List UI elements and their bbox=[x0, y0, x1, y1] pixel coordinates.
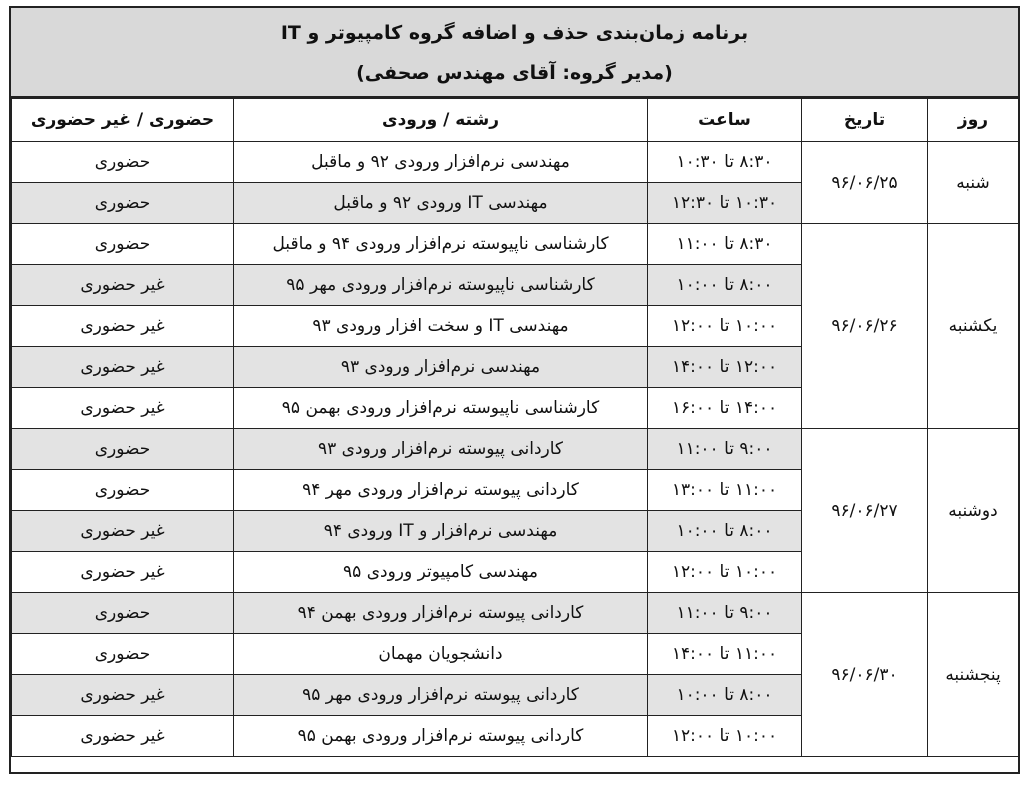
day-cell: دوشنبه bbox=[928, 429, 1019, 593]
time-cell: ۸:۰۰ تا ۱۰:۰۰ bbox=[648, 511, 802, 552]
schedule-document bbox=[9, 6, 1020, 774]
table-row bbox=[12, 593, 1019, 634]
time-cell: ۸:۰۰ تا ۱۰:۰۰ bbox=[648, 675, 802, 716]
schedule-title: برنامه زمان‌بندی حذف و اضافه گروه کامپیوتر و IT bbox=[280, 22, 749, 44]
time-cell: ۱۱:۰۰ تا ۱۳:۰۰ bbox=[648, 470, 802, 511]
time-cell: ۱۰:۰۰ تا ۱۲:۰۰ bbox=[648, 306, 802, 347]
mode-cell: غیر حضوری bbox=[12, 511, 234, 552]
field-cell: کاردانی پیوسته نرم‌افزار ورودی مهر ۹۵ bbox=[234, 675, 648, 716]
field-cell: کارشناسی ناپیوسته نرم‌افزار ورودی بهمن ۹۵ bbox=[234, 388, 648, 429]
date-cell: ۹۶/۰۶/۲۶ bbox=[802, 224, 928, 429]
time-cell: ۱۰:۰۰ تا ۱۲:۰۰ bbox=[648, 552, 802, 593]
mode-cell: غیر حضوری bbox=[12, 675, 234, 716]
mode-cell: حضوری bbox=[12, 634, 234, 675]
day-cell: پنجشنبه bbox=[928, 593, 1019, 757]
time-cell: ۱۲:۰۰ تا ۱۴:۰۰ bbox=[648, 347, 802, 388]
day-cell: یکشنبه bbox=[928, 224, 1019, 429]
header-time: ساعت bbox=[648, 99, 802, 142]
field-cell: کاردانی پیوسته نرم‌افزار ورودی بهمن ۹۵ bbox=[234, 716, 648, 757]
field-cell: کارشناسی ناپیوسته نرم‌افزار ورودی ۹۴ و ماقبل bbox=[234, 224, 648, 265]
day-cell: شنبه bbox=[928, 142, 1019, 224]
time-cell: ۸:۳۰ تا ۱۱:۰۰ bbox=[648, 224, 802, 265]
date-cell: ۹۶/۰۶/۳۰ bbox=[802, 593, 928, 757]
field-cell: مهندسی IT ورودی ۹۲ و ماقبل bbox=[234, 183, 648, 224]
field-cell: کاردانی پیوسته نرم‌افزار ورودی بهمن ۹۴ bbox=[234, 593, 648, 634]
field-cell: کاردانی پیوسته نرم‌افزار ورودی ۹۳ bbox=[234, 429, 648, 470]
mode-cell: حضوری bbox=[12, 183, 234, 224]
header-date: تاریخ bbox=[802, 99, 928, 142]
schedule-table bbox=[11, 98, 1019, 757]
field-cell: مهندسی نرم‌افزار ورودی ۹۳ bbox=[234, 347, 648, 388]
header-day: روز bbox=[928, 99, 1019, 142]
mode-cell: حضوری bbox=[12, 429, 234, 470]
table-row bbox=[12, 429, 1019, 470]
mode-cell: حضوری bbox=[12, 470, 234, 511]
field-cell: مهندسی کامپیوتر ورودی ۹۵ bbox=[234, 552, 648, 593]
time-cell: ۱۱:۰۰ تا ۱۴:۰۰ bbox=[648, 634, 802, 675]
date-cell: ۹۶/۰۶/۲۵ bbox=[802, 142, 928, 224]
field-cell: مهندسی نرم‌افزار ورودی ۹۲ و ماقبل bbox=[234, 142, 648, 183]
time-cell: ۸:۳۰ تا ۱۰:۳۰ bbox=[648, 142, 802, 183]
field-cell: مهندسی IT و سخت افزار ورودی ۹۳ bbox=[234, 306, 648, 347]
mode-cell: غیر حضوری bbox=[12, 552, 234, 593]
mode-cell: غیر حضوری bbox=[12, 265, 234, 306]
table-row bbox=[12, 142, 1019, 183]
field-cell: دانشجویان مهمان bbox=[234, 634, 648, 675]
field-cell: کارشناسی ناپیوسته نرم‌افزار ورودی مهر ۹۵ bbox=[234, 265, 648, 306]
date-cell: ۹۶/۰۶/۲۷ bbox=[802, 429, 928, 593]
time-cell: ۱۴:۰۰ تا ۱۶:۰۰ bbox=[648, 388, 802, 429]
header-field: رشته / ورودی bbox=[234, 99, 648, 142]
time-cell: ۸:۰۰ تا ۱۰:۰۰ bbox=[648, 265, 802, 306]
header-mode: حضوری / غیر حضوری bbox=[12, 99, 234, 142]
mode-cell: حضوری bbox=[12, 593, 234, 634]
mode-cell: غیر حضوری bbox=[12, 306, 234, 347]
title-block bbox=[11, 8, 1018, 98]
mode-cell: غیر حضوری bbox=[12, 347, 234, 388]
table-row bbox=[12, 224, 1019, 265]
time-cell: ۱۰:۳۰ تا ۱۲:۳۰ bbox=[648, 183, 802, 224]
mode-cell: غیر حضوری bbox=[12, 388, 234, 429]
mode-cell: حضوری bbox=[12, 142, 234, 183]
field-cell: کاردانی پیوسته نرم‌افزار ورودی مهر ۹۴ bbox=[234, 470, 648, 511]
department-head-subtitle: (مدیر گروه: آقای مهندس صحفی) bbox=[356, 62, 673, 84]
mode-cell: غیر حضوری bbox=[12, 716, 234, 757]
field-cell: مهندسی نرم‌افزار و IT ورودی ۹۴ bbox=[234, 511, 648, 552]
time-cell: ۹:۰۰ تا ۱۱:۰۰ bbox=[648, 429, 802, 470]
mode-cell: حضوری bbox=[12, 224, 234, 265]
time-cell: ۹:۰۰ تا ۱۱:۰۰ bbox=[648, 593, 802, 634]
time-cell: ۱۰:۰۰ تا ۱۲:۰۰ bbox=[648, 716, 802, 757]
header-row bbox=[12, 99, 1019, 142]
